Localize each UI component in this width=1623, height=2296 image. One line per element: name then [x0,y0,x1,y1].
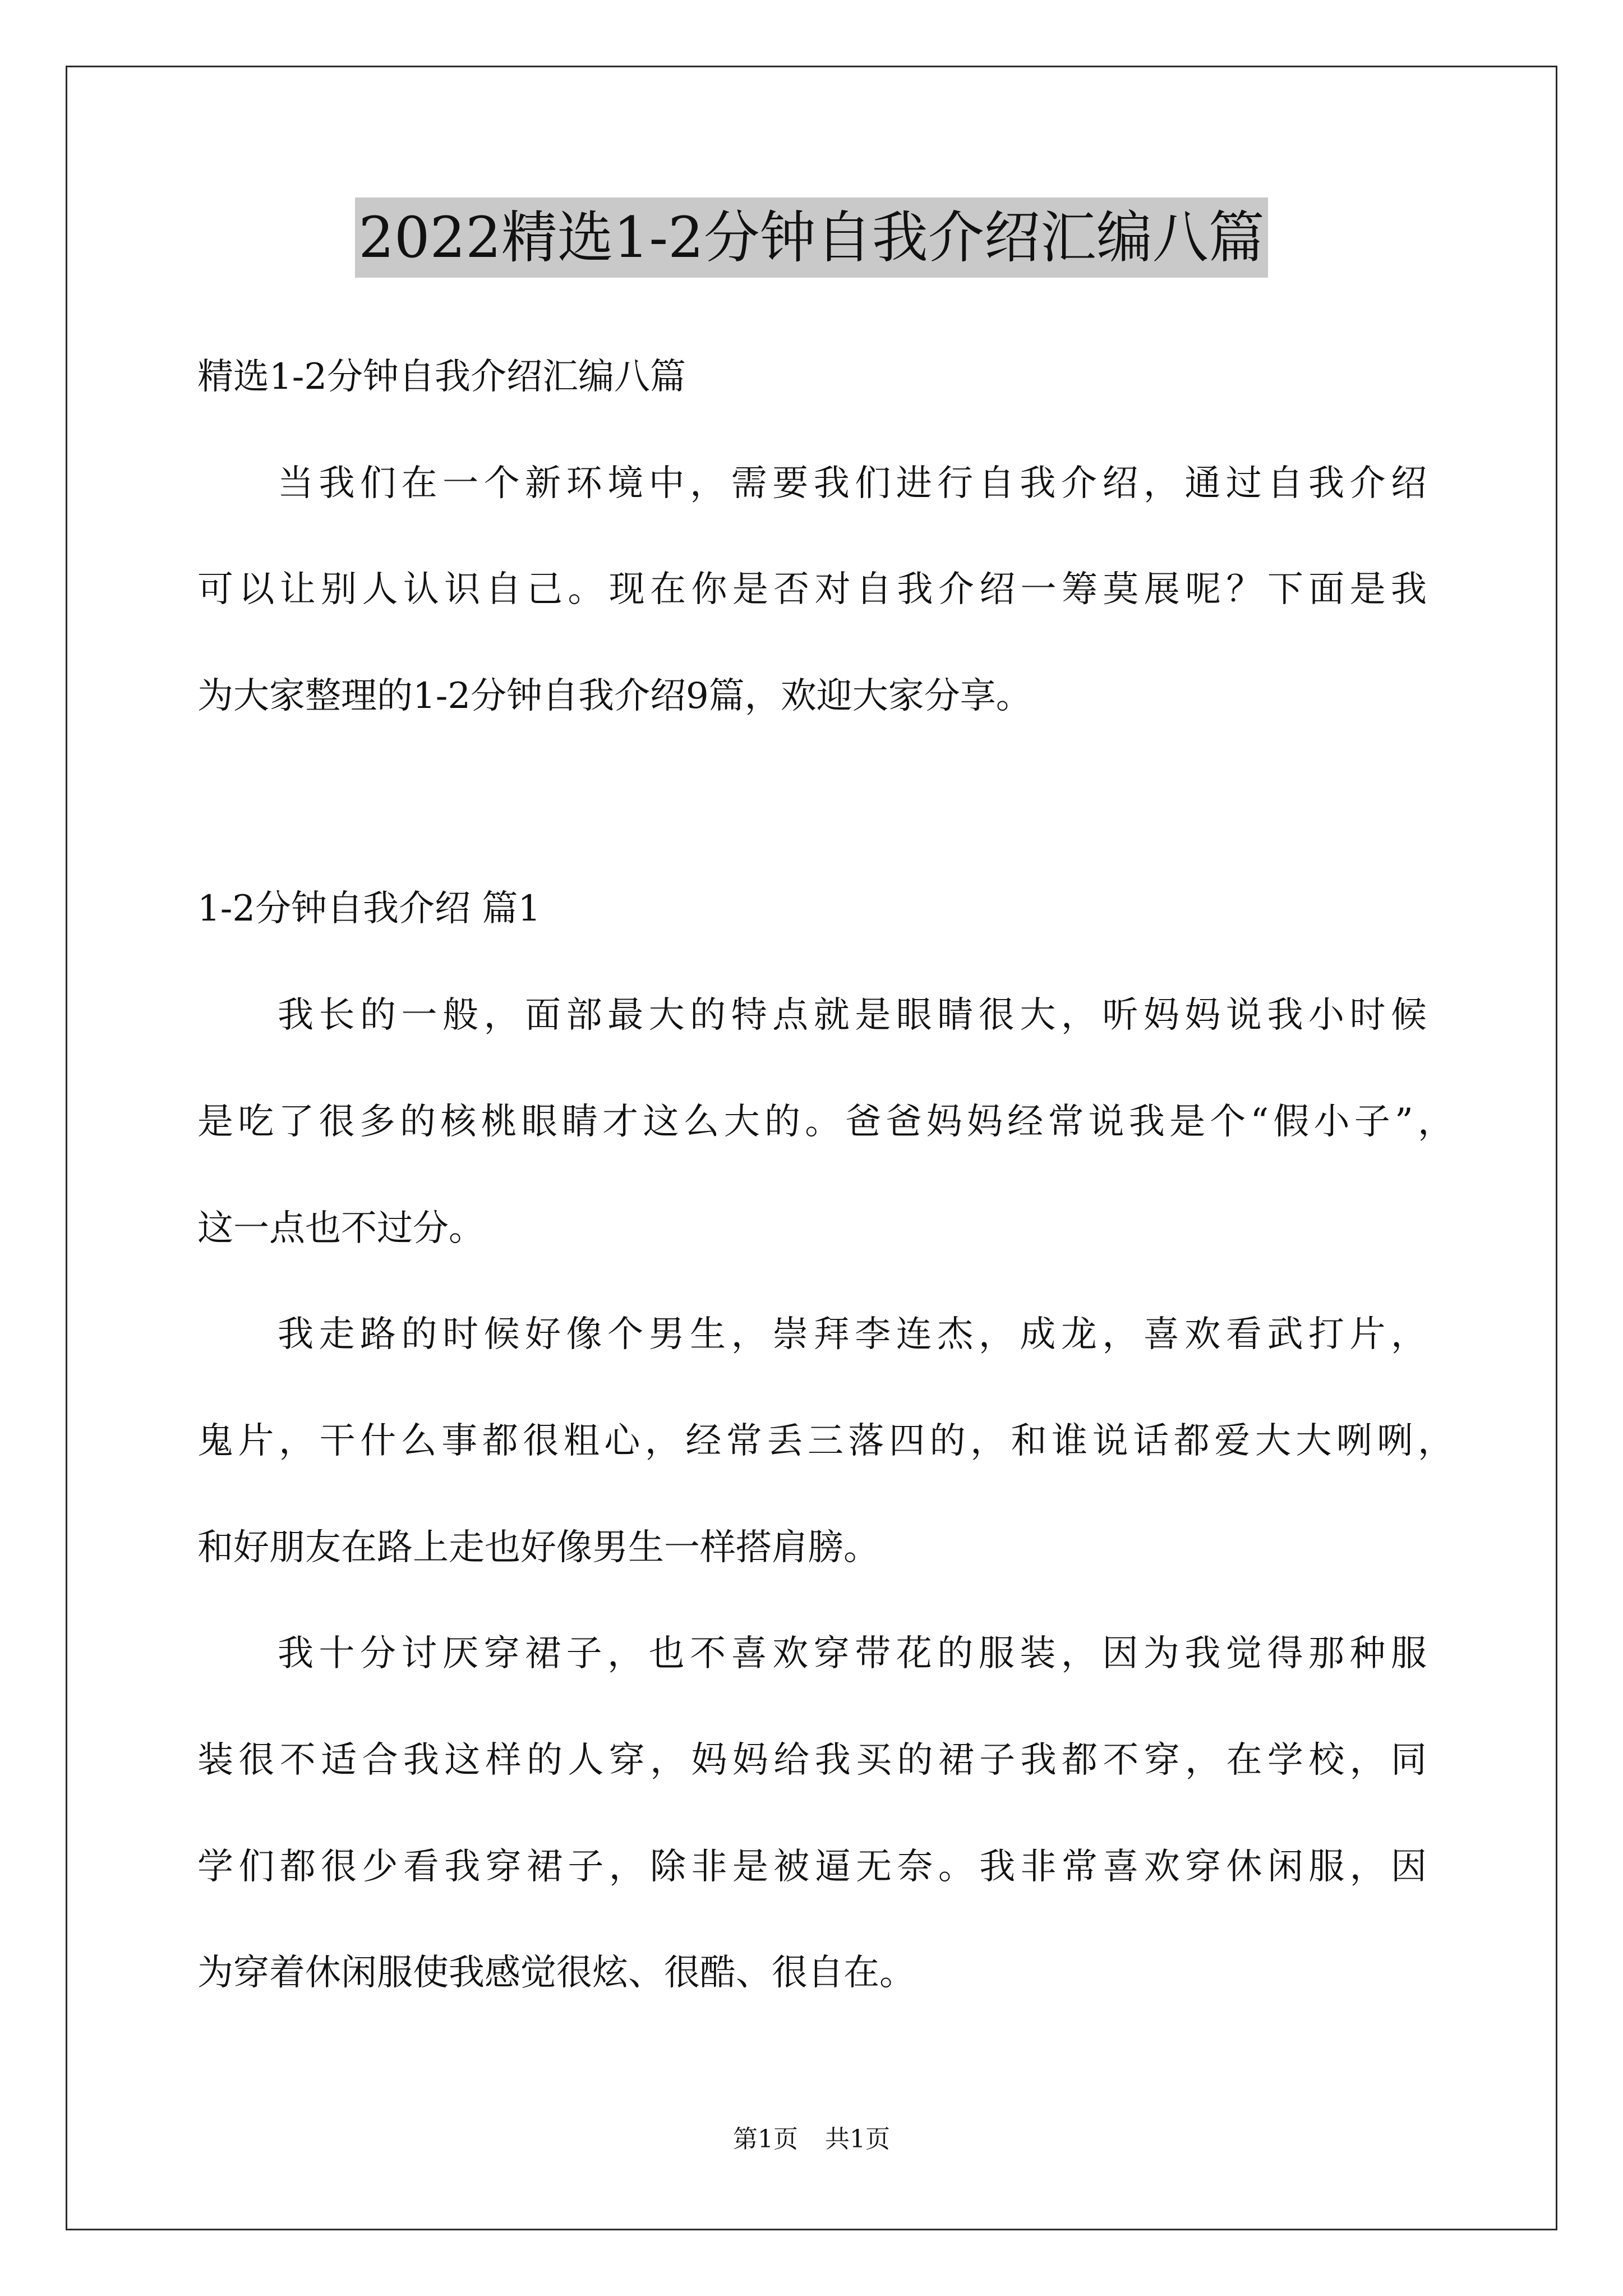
section-heading: 1-2分钟自我介绍 篇1 [197,888,541,930]
document-subtitle: 精选1-2分钟自我介绍汇编八篇 [197,356,686,398]
paragraph-line: 这一点也不过分。 [197,1207,485,1249]
page-number-current: 第1页 [733,2125,798,2154]
title-container [0,197,1623,278]
document-body [197,324,1454,2027]
intro-paragraph [197,431,1427,750]
paragraph-line: 装很不适合我这样的人穿，妈妈给我买的裙子我都不穿，在学校，同 [197,1739,1427,1781]
paragraph-line: 当我们在一个新环境中，需要我们进行自我介绍，通过自我介绍 [278,462,1427,504]
paragraph-line: 我长的一般，面部最大的特点就是眼睛很大，听妈妈说我小时候 [278,995,1427,1037]
paragraph-line: 为穿着休闲服使我感觉很炫、很酷、很自在。 [197,1952,915,1994]
document-title: 2022精选1-2分钟自我介绍汇编八篇 [355,197,1268,278]
paragraph-line: 鬼片，干什么事都很粗心，经常丢三落四的，和谁说话都爱大大咧咧， [197,1420,1454,1462]
paragraph-line: 和好朋友在路上走也好像男生一样搭肩膀。 [197,1526,879,1568]
page-number-total: 共1页 [825,2125,890,2154]
blank-line [197,750,1427,857]
paragraph-line: 可以让别人认识自己。现在你是否对自我介绍一筹莫展呢？下面是我 [197,569,1427,611]
paragraph-line: 我走路的时候好像个男生，崇拜李连杰，成龙，喜欢看武打片， [278,1314,1427,1356]
paragraph-line: 我十分讨厌穿裙子，也不喜欢穿带花的服装，因为我觉得那种服 [278,1633,1427,1675]
section-paragraph [197,1282,1454,1601]
paragraph-line: 为大家整理的1-2分钟自我介绍9篇，欢迎大家分享。 [197,675,1032,717]
paragraph-line: 是吃了很多的核桃眼睛才这么大的。爸爸妈妈经常说我是个“假小子”， [197,1101,1454,1143]
section-paragraph [197,1601,1427,2027]
page-footer [0,2123,1623,2156]
paragraph-line: 学们都很少看我穿裙子，除非是被逼无奈。我非常喜欢穿休闲服，因 [197,1846,1427,1888]
section-paragraph [197,963,1454,1282]
